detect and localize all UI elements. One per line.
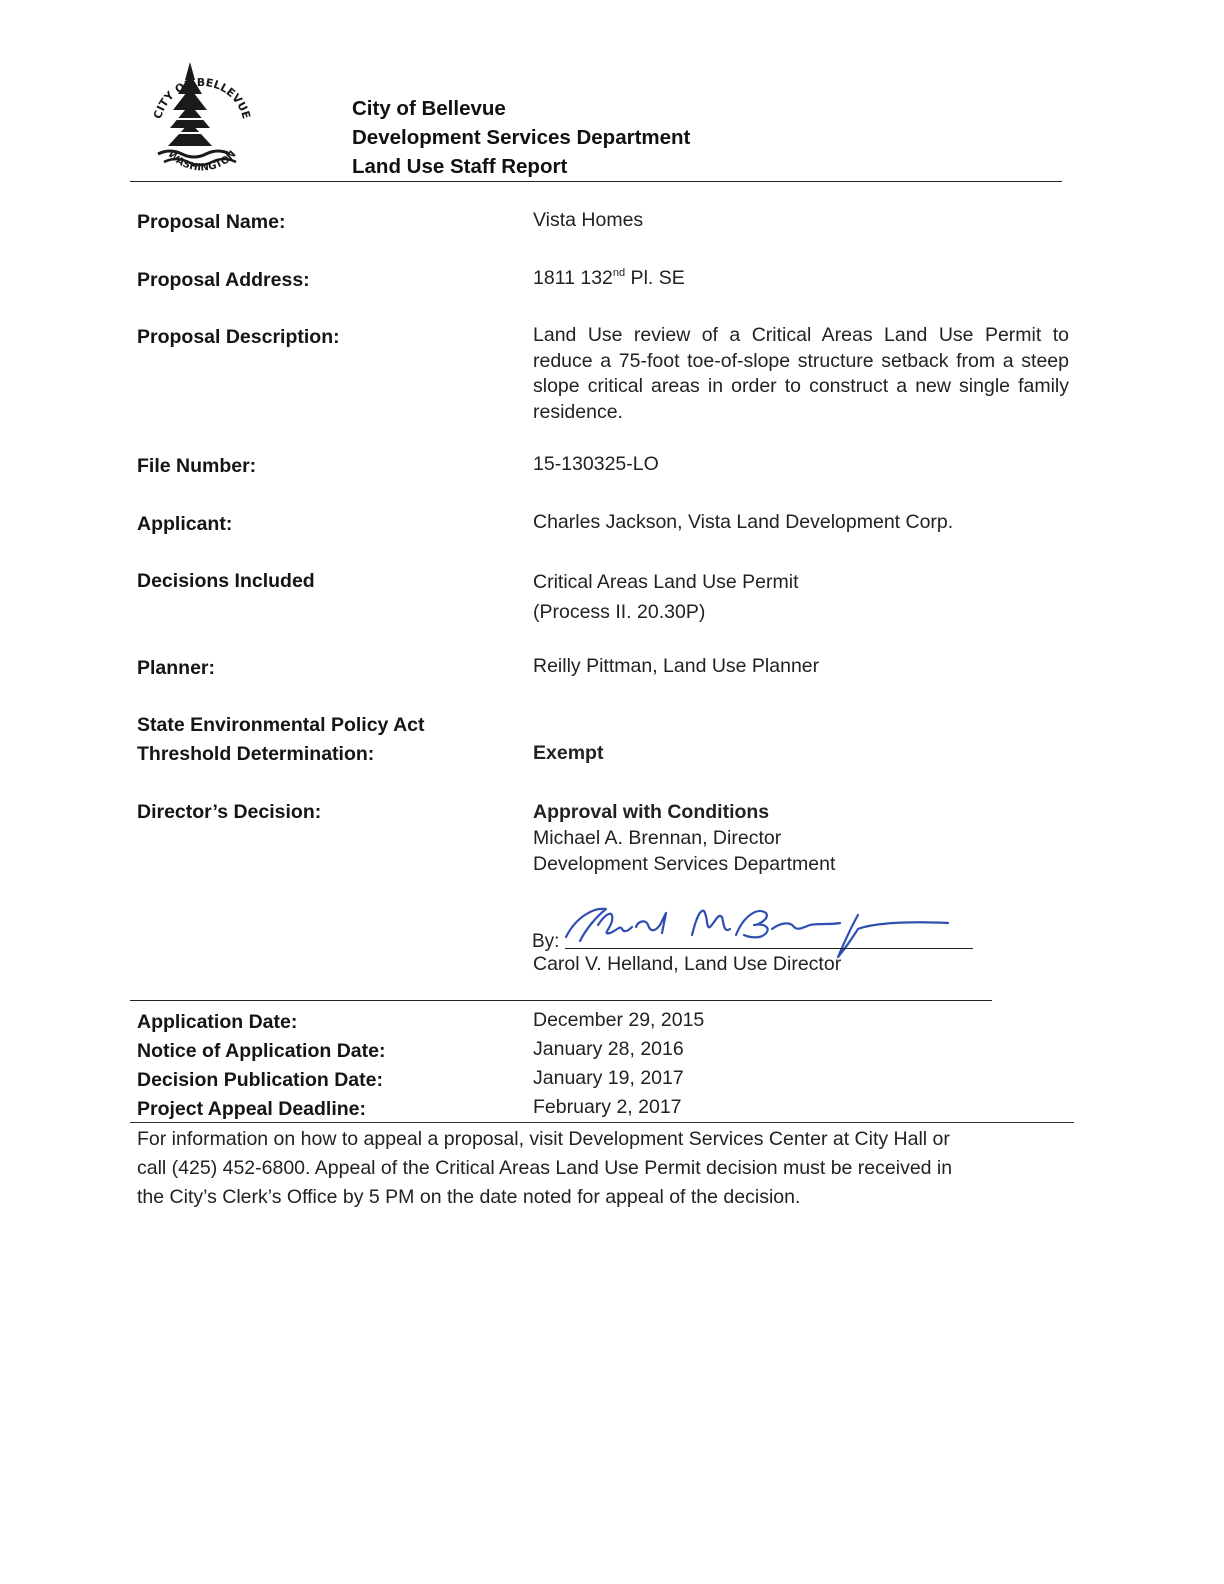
appeal-deadline-label: Project Appeal Deadline: — [137, 1098, 367, 1120]
signer-name: Carol V. Helland, Land Use Director — [533, 953, 842, 975]
directors-decision-label: Director’s Decision: — [137, 801, 322, 823]
decision-permit: Critical Areas Land Use Permit — [533, 571, 799, 593]
appeal-deadline-value: February 2, 2017 — [533, 1096, 682, 1118]
dates-divider — [130, 1000, 992, 1001]
publication-date-label: Decision Publication Date: — [137, 1069, 383, 1091]
proposal-description-value: Land Use review of a Critical Areas Land Use Permit to reduce a 75-foot toe-of-slope structure setback from a steep slope critical areas in order to construct a new single family residence. — [533, 324, 1069, 423]
header-divider — [130, 181, 1062, 182]
header-department: Development Services Department — [352, 126, 691, 149]
proposal-name-value: Vista Homes — [533, 209, 644, 231]
file-number-value: 15-130325-LO — [533, 453, 659, 475]
decisions-included-value — [533, 567, 799, 627]
header-report-type: Land Use Staff Report — [352, 155, 568, 178]
sepa-label-line1: State Environmental Policy Act — [137, 714, 425, 736]
director-name: Michael A. Brennan, Director — [533, 827, 782, 849]
signature-by-label: By: — [532, 931, 560, 952]
header-city: City of Bellevue — [352, 97, 506, 120]
applicant-label: Applicant: — [137, 513, 233, 535]
file-number-label: File Number: — [137, 455, 257, 477]
dates-values — [533, 1006, 704, 1122]
appeal-info-line2: call (425) 452-6800. Appeal of the Critical Areas Land Use Permit decision must be received in — [137, 1157, 953, 1179]
planner-label: Planner: — [137, 657, 216, 679]
directors-decision-value — [533, 798, 835, 877]
city-seal-logo — [140, 58, 260, 184]
appeal-info-note — [137, 1125, 1074, 1212]
director-department: Development Services Department — [533, 852, 836, 875]
svg-text:WASHINGTON: WASHINGTON — [165, 148, 239, 174]
appeal-info-line3: the City’s Clerk’s Office by 5 PM on the date noted for appeal of the decision. — [137, 1186, 801, 1208]
footer-divider — [130, 1122, 1074, 1123]
proposal-name-label: Proposal Name: — [137, 211, 286, 233]
proposal-address-label: Proposal Address: — [137, 269, 310, 291]
decisions-included-label: Decisions Included — [137, 570, 315, 592]
notice-date-value: January 28, 2016 — [533, 1038, 684, 1060]
notice-date-label: Notice of Application Date: — [137, 1040, 386, 1062]
sepa-value: Exempt — [533, 742, 604, 764]
proposal-address-value: 1811 132nd Pl. SE — [533, 266, 685, 289]
decision-process: (Process II. 20.30P) — [533, 601, 706, 623]
dates-labels — [137, 1008, 385, 1124]
signature-line — [565, 948, 973, 949]
sepa-label — [137, 711, 425, 769]
decision-outcome: Approval with Conditions — [533, 801, 770, 823]
report-header — [352, 94, 690, 181]
application-date-value: December 29, 2015 — [533, 1009, 705, 1031]
application-date-label: Application Date: — [137, 1011, 298, 1033]
svg-text:CITY OF BELLEVUE: CITY OF BELLEVUE — [151, 75, 253, 121]
planner-value: Reilly Pittman, Land Use Planner — [533, 655, 820, 677]
appeal-info-line1: For information on how to appeal a proposal, visit Development Services Center at City Hall or — [137, 1128, 950, 1150]
sepa-label-line2: Threshold Determination: — [137, 743, 375, 765]
applicant-value: Charles Jackson, Vista Land Development Corp. — [533, 511, 954, 533]
publication-date-value: January 19, 2017 — [533, 1067, 684, 1089]
proposal-description-label: Proposal Description: — [137, 326, 340, 348]
